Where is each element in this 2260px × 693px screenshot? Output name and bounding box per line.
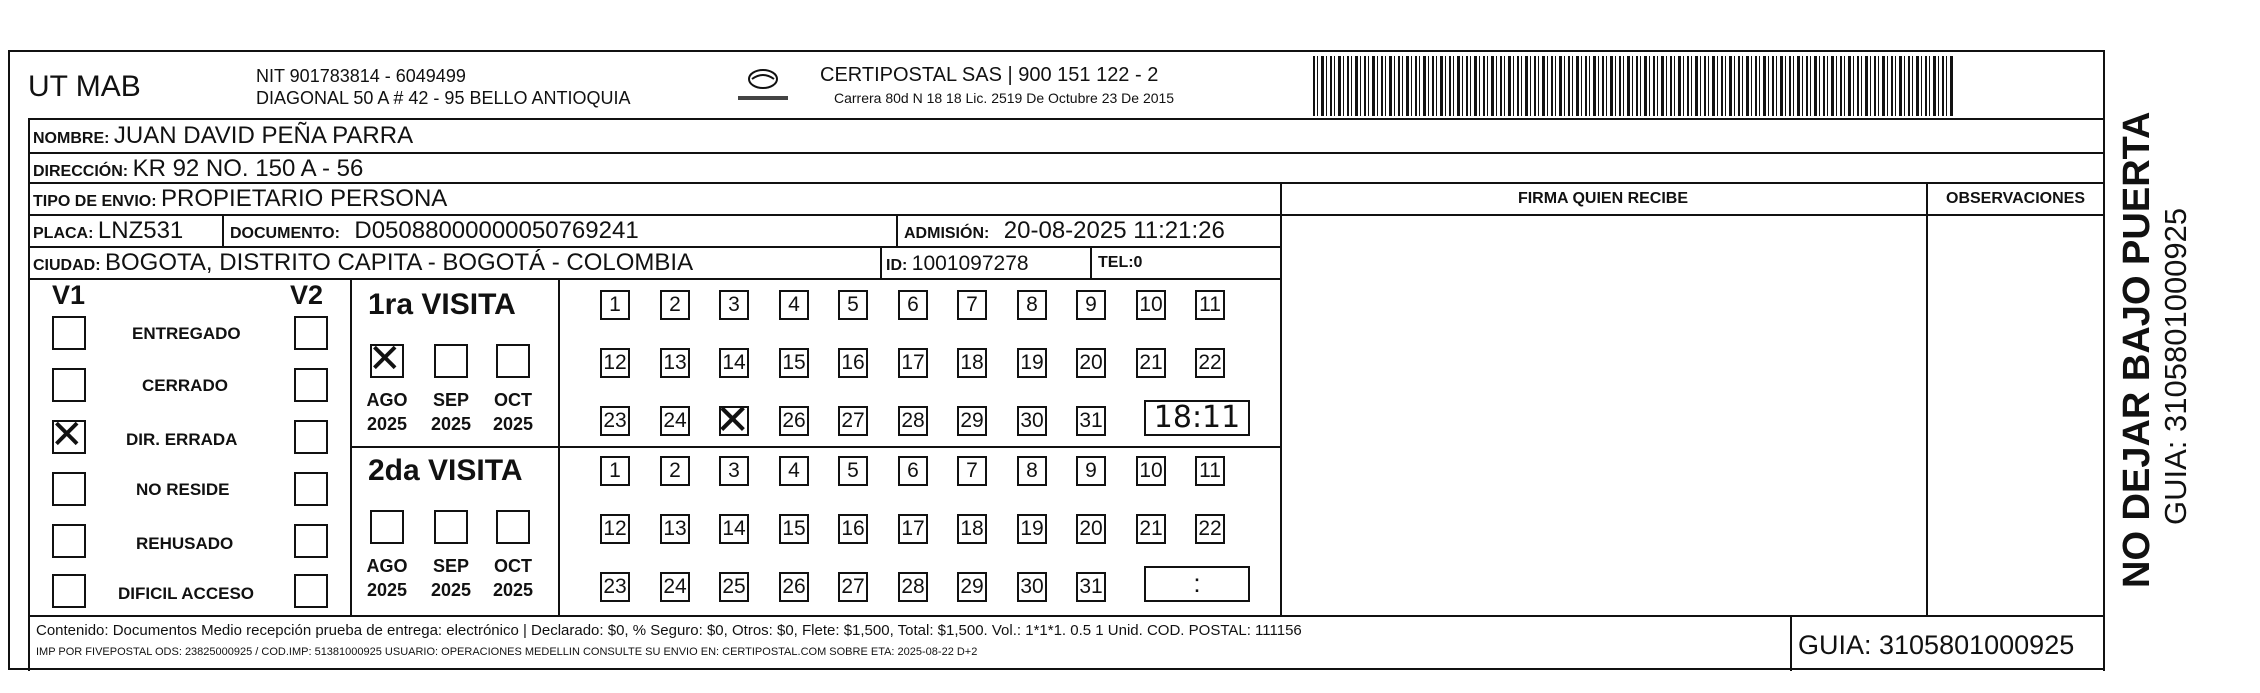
day-box[interactable]: 1 [600,290,630,320]
grid-line [28,615,2105,617]
day-box[interactable]: 8 [1017,290,1047,320]
month-label: SEP [432,390,470,410]
day-box[interactable]: 16 [838,348,868,378]
day-box[interactable]: 11 [1195,456,1225,486]
grid-line [28,214,1280,216]
day-box[interactable]: 13 [660,514,690,544]
day-box[interactable]: 3 [719,456,749,486]
day-box[interactable]: 12 [600,348,630,378]
month-label: AGO [366,390,408,410]
placa-value: LNZ531 [97,217,184,244]
day-box[interactable]: 13 [660,348,690,378]
documento-field [230,217,639,245]
first-visit-month-ago[interactable] [368,336,404,382]
day-box[interactable]: 18 [957,348,987,378]
grid-line [1790,615,1792,671]
day-box[interactable]: 6 [898,290,928,320]
grid-line [350,446,1280,448]
grid-line [28,246,1280,248]
year-label: 2025 [492,414,534,434]
day-box[interactable]: 17 [898,348,928,378]
v1-checkbox-dificil-acceso[interactable] [52,574,86,608]
address-value: KR 92 NO. 150 A - 56 [132,155,364,182]
sender-nit: NIT 901783814 - 6049499 [256,66,466,86]
second-visit-time[interactable]: : [1144,566,1250,602]
day-box[interactable]: 24 [660,406,690,436]
observaciones-header: OBSERVACIONES [1946,190,2085,207]
admision-value: 20-08-2025 11:21:26 [1003,217,1225,244]
day-box[interactable]: 20 [1076,514,1106,544]
day-box[interactable]: 22 [1195,348,1225,378]
day-box[interactable]: 15 [779,348,809,378]
day-box[interactable]: 16 [838,514,868,544]
month-label: OCT [494,556,532,576]
v2-checkbox-dificil-acceso[interactable] [294,574,328,608]
x-mark-icon: ✕ [715,395,751,444]
side-warning: NO DEJAR BAJO PUERTA [2116,111,2158,588]
tipo-field [33,185,447,213]
first-visit-time[interactable]: 18:11 [1144,400,1250,436]
day-box[interactable]: 14 [719,348,749,378]
id-field [886,252,1029,276]
first-visit-month-oct[interactable] [496,344,530,378]
barcode [1313,56,1953,116]
grid-line [28,118,2105,120]
year-label: 2025 [366,580,408,600]
admision-label: ADMISIÓN: [904,225,990,242]
grid-line [28,152,2105,154]
v2-header: V2 [290,280,324,310]
v2-checkbox-entregado[interactable] [294,316,328,350]
grid-line [880,246,882,278]
day-box[interactable]: 23 [600,406,630,436]
firma-header: FIRMA QUIEN RECIBE [1517,190,1689,207]
day-box[interactable]: 19 [1017,514,1047,544]
placa-field [33,217,183,245]
day-box[interactable]: 5 [838,456,868,486]
v2-checkbox-dir-errada[interactable] [294,420,328,454]
company-info: CERTIPOSTAL SAS | 900 151 122 - 2 [820,64,1159,86]
grid-line [28,118,30,671]
id-value: 1001097278 [911,252,1029,275]
day-box[interactable]: 30 [1017,572,1047,602]
year-label: 2025 [492,580,534,600]
day-box[interactable]: 24 [660,572,690,602]
day-box[interactable] [715,395,751,444]
month-label: OCT [494,390,532,410]
day-box[interactable]: 10 [1136,456,1166,486]
grid-line [222,214,224,246]
footer-guia: GUIA: 3105801000925 [1798,630,2075,660]
day-box[interactable]: 31 [1076,572,1106,602]
day-box[interactable]: 18 [957,514,987,544]
day-box[interactable]: 2 [660,456,690,486]
month-label: AGO [366,556,408,576]
day-box[interactable]: 4 [779,290,809,320]
footer-print-info: IMP POR FIVEPOSTAL ODS: 23825000925 / COD.IMP: 51381000925 USUARIO: OPERACIONES MEDELLIN CONSULTE SU ENVIO EN: CERTIPOSTAL.COM SOBRE ETA: 2025-08-22 D+2 [36,646,978,658]
v1-header: V1 [52,280,86,310]
id-label: ID: [886,257,908,274]
day-box[interactable]: 12 [600,514,630,544]
v2-checkbox-cerrado[interactable] [294,368,328,402]
day-box[interactable]: 3 [719,290,749,320]
tipo-label: TIPO DE ENVIO: [33,193,157,210]
second-visit-title: 2da VISITA [368,454,523,487]
day-box[interactable]: 11 [1195,290,1225,320]
day-box[interactable]: 22 [1195,514,1225,544]
month-label: SEP [432,556,470,576]
v2-checkbox-no-reside[interactable] [294,472,328,506]
name-field [33,122,413,150]
status-rehusado: REHUSADO [136,534,234,553]
day-box[interactable]: 20 [1076,348,1106,378]
grid-line [1280,214,2105,216]
second-visit-month-oct[interactable] [496,510,530,544]
day-box[interactable]: 31 [1076,406,1106,436]
day-box[interactable]: 29 [957,572,987,602]
tel-value: TEL:0 [1098,254,1143,271]
year-label: 2025 [430,580,472,600]
day-box[interactable]: 6 [898,456,928,486]
grid-line [1280,182,1282,615]
day-box[interactable]: 27 [838,406,868,436]
first-visit-title: 1ra VISITA [368,288,516,321]
ciudad-value: BOGOTA, DISTRITO CAPITA - BOGOTÁ - COLOMBIA [105,249,694,276]
first-visit-month-sep[interactable] [434,344,468,378]
day-box[interactable]: 4 [779,456,809,486]
day-box[interactable]: 5 [838,290,868,320]
day-box[interactable]: 30 [1017,406,1047,436]
day-box[interactable]: 7 [957,456,987,486]
sender-name: UT MAB [28,70,141,103]
v1-checkbox-cerrado[interactable] [52,368,86,402]
ciudad-field [33,249,693,277]
company-license: Carrera 80d N 18 18 Lic. 2519 De Octubre 23 De 2015 [834,90,1175,106]
day-box[interactable]: 17 [898,514,928,544]
address-field [33,155,363,183]
status-entregado: ENTREGADO [132,324,241,343]
day-box[interactable]: 19 [1017,348,1047,378]
name-value: JUAN DAVID PEÑA PARRA [113,122,414,149]
year-label: 2025 [366,414,408,434]
v1-checkbox-no-reside[interactable] [52,472,86,506]
v1-checkbox-dir-errada[interactable] [50,412,86,458]
day-box[interactable]: 10 [1136,290,1166,320]
day-box[interactable]: 1 [600,456,630,486]
day-box[interactable]: 7 [957,290,987,320]
second-visit-month-ago[interactable] [370,510,404,544]
day-box[interactable]: 9 [1076,456,1106,486]
day-box[interactable]: 28 [898,572,928,602]
placa-label: PLACA: [33,225,94,242]
day-box[interactable]: 9 [1076,290,1106,320]
status-dir-errada: DIR. ERRADA [126,430,238,449]
day-box[interactable]: 2 [660,290,690,320]
second-visit-month-sep[interactable] [434,510,468,544]
x-mark-icon: ✕ [50,412,84,458]
documento-value: D05088000000050769241 [354,217,639,244]
status-cerrado: CERRADO [142,376,228,395]
year-label: 2025 [430,414,472,434]
x-mark-icon: ✕ [368,336,402,382]
footer-contents: Contenido: Documentos Medio recepción prueba de entrega: electrónico | Declarado: $0, % Seguro: $0, Otros: $0, Flete: $1,500, Total: $1,500. Vol.: 1*1*1. 0.5 1 Unid. COD. POSTAL: 111156 [36,622,1302,639]
name-label: NOMBRE: [33,130,110,147]
status-no-reside: NO RESIDE [136,480,230,499]
ciudad-label: CIUDAD: [33,257,101,274]
v1-checkbox-rehusado[interactable] [52,524,86,558]
day-box[interactable]: 27 [838,572,868,602]
day-box[interactable]: 21 [1136,348,1166,378]
day-box[interactable]: 26 [779,572,809,602]
grid-line [2103,118,2105,671]
v2-checkbox-rehusado[interactable] [294,524,328,558]
grid-line [896,214,898,246]
sender-address: DIAGONAL 50 A # 42 - 95 BELLO ANTIOQUIA [256,88,631,108]
day-box[interactable]: 14 [719,514,749,544]
tipo-value: PROPIETARIO PERSONA [161,185,448,212]
day-box[interactable]: 23 [600,572,630,602]
v1-checkbox-entregado[interactable] [52,316,86,350]
side-guia: GUIA: 3105801000925 [2158,207,2193,525]
day-box[interactable]: 26 [779,406,809,436]
grid-line [1926,182,1928,615]
day-box[interactable]: 21 [1136,514,1166,544]
day-box[interactable]: 8 [1017,456,1047,486]
certipostal-logo [734,62,792,108]
grid-line [1090,246,1092,278]
status-dificil-acceso: DIFICIL ACCESO [118,584,255,603]
day-box[interactable]: 28 [898,406,928,436]
documento-label: DOCUMENTO: [230,225,340,242]
day-box[interactable]: 25 [719,572,749,602]
address-label: DIRECCIÓN: [33,163,129,180]
day-box[interactable]: 15 [779,514,809,544]
admision-field [904,217,1225,245]
day-box[interactable]: 29 [957,406,987,436]
grid-line [28,278,1280,280]
